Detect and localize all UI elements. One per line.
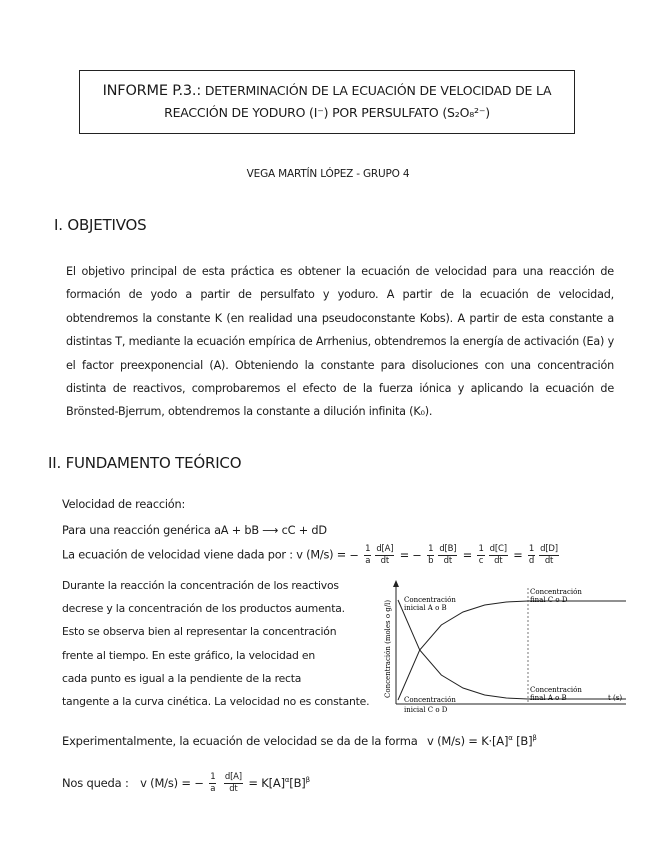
generic-reaction-line bbox=[62, 524, 327, 537]
report-title-rest: DETERMINACIÓN DE LA ECUACIÓN DE VELOCIDAD DE LA bbox=[204, 83, 552, 98]
author-line: VEGA MARTÍN LÓPEZ - GRUPO 4 bbox=[246, 168, 410, 180]
result-coef-fraction: $\frac{1}{a}$ bbox=[210, 772, 216, 794]
rate-equation-terms bbox=[349, 544, 560, 566]
chart-annotation-initial-cd-2: inicial C o D bbox=[404, 706, 448, 714]
rate-term-coefficient: $\frac{1}{c}$ bbox=[478, 544, 484, 566]
rate-term bbox=[396, 544, 459, 566]
rate-term-sign: = bbox=[509, 548, 526, 562]
velocidad-subheading: Velocidad de reacción: bbox=[62, 498, 186, 511]
rate-term-derivative: $\frac{d[D]}{dt}$ bbox=[540, 544, 558, 566]
chart-annotation-final-ab-2: final A o B bbox=[530, 694, 567, 702]
kinetics-line: Esto se observa bien al representar la concentración bbox=[62, 625, 337, 639]
generic-reaction-prefix: Para una reacción genérica bbox=[62, 524, 211, 537]
chart-annotation-final-cd-2: final C o D bbox=[530, 596, 568, 604]
rate-equation-prefix: La ecuación de velocidad viene dada por : v (M/s) = bbox=[62, 548, 347, 562]
chart-y-axis-arrow bbox=[393, 580, 399, 587]
rate-term-coefficient: $\frac{1}{d}$ bbox=[528, 544, 535, 566]
rate-term-coefficient: $\frac{1}{b}$ bbox=[428, 544, 434, 566]
report-title-line2: REACCIÓN DE YODURO (I⁻) POR PERSULFATO (S₂O₈²⁻) bbox=[164, 105, 490, 120]
result-tail: = K[A] bbox=[248, 776, 285, 790]
report-title-prefix: INFORME P.3.: bbox=[102, 83, 202, 99]
rate-term-derivative: $\frac{d[A]}{dt}$ bbox=[376, 544, 394, 566]
rate-term bbox=[459, 544, 509, 566]
section-objetivos-heading: I. OBJETIVOS bbox=[54, 216, 147, 234]
objetivos-paragraph: El objetivo principal de esta práctica es obtener la ecuación de velocidad para una reacción de formación de yodo a partir de persulfato y yoduro. A partir de la ecuación de velocidad, obtendremos la constante K (en realidad una pseudoconstante Kobs). A partir de esta constante a distintas T, mediante la ecuación empírica de Arrhenius, obtendremos la energía de activación (Ea) y el factor preexponencial (A). Obteniendo la constante para disoluciones con una concentración distinta de reactivos, comprobaremos el efecto de la fuerza iónica y aplicando la ecuación de Brönsted-Bjerrum, obtendremos la constante a dilución infinita (K₀). bbox=[66, 265, 614, 419]
chart-series-products bbox=[398, 601, 626, 700]
generic-reaction-equation: aA + bB ⟶ cC + dD bbox=[214, 524, 327, 537]
chart-annotation-final-ab-1: Concentración bbox=[530, 686, 582, 694]
experimental-rate-line bbox=[62, 734, 537, 748]
result-derivative-fraction: $\frac{d[A]}{dt}$ bbox=[224, 772, 242, 794]
kinetics-line: decrese y la concentración de los productos aumenta. bbox=[62, 602, 345, 616]
rate-term bbox=[349, 544, 396, 566]
chart-annotation-initial-cd-1: Concentración bbox=[404, 696, 456, 704]
chart-series-reactants bbox=[398, 600, 626, 699]
rate-term-derivative: $\frac{d[C]}{dt}$ bbox=[489, 544, 507, 566]
kinetics-line: Durante la reacción la concentración de los reactivos bbox=[62, 579, 339, 592]
rate-term-sign: = − bbox=[396, 548, 426, 562]
experimental-rate-text: Experimentalmente, la ecuación de velocidad se da de la forma bbox=[62, 734, 418, 748]
chart-annotation-final-cd-1: Concentración bbox=[530, 588, 582, 596]
chart-annotation-initial-ab-2: inicial A o B bbox=[404, 604, 447, 612]
kinetics-line: tangente a la curva cinética. La velocidad no es constante. bbox=[62, 695, 370, 709]
kinetics-explanation bbox=[62, 574, 374, 713]
chart-annotation-initial-ab-1: Concentración bbox=[404, 596, 456, 604]
kinetics-line: cada punto es igual a la pendiente de la recta bbox=[62, 671, 302, 685]
section-fundamento-heading: II. FUNDAMENTO TEÓRICO bbox=[48, 454, 242, 472]
report-title-box bbox=[79, 70, 575, 134]
kinetics-chart bbox=[376, 578, 630, 718]
kinetics-line: frente al tiempo. En este gráfico, la velocidad en bbox=[62, 648, 316, 662]
rate-term-sign: = bbox=[459, 548, 476, 562]
experimental-rate-equation: v $(M/s) = K\cdot[A]^\alpha$ $[B]^\beta$ bbox=[427, 734, 537, 748]
result-v: v (M/s) = − bbox=[140, 776, 204, 790]
chart-x-label: t (s) bbox=[608, 694, 623, 702]
rate-term-coefficient: $\frac{1}{a}$ bbox=[365, 544, 371, 566]
rate-term-sign: − bbox=[349, 548, 363, 562]
result-prefix: Nos queda : bbox=[62, 776, 129, 790]
chart-y-label: Concentración (moles o g/l) bbox=[384, 599, 392, 698]
rate-equation-line bbox=[62, 544, 561, 567]
rate-term-derivative: $\frac{d[B]}{dt}$ bbox=[439, 544, 457, 566]
report-title-line1 bbox=[80, 80, 574, 102]
rate-term bbox=[509, 544, 561, 566]
result-rate-line: Nos queda : v (M/s) = − $\frac{1}{a}$ $\frac{d[A]}{dt}$ = $K[A]^\alpha[B]^\beta$ bbox=[62, 772, 310, 794]
